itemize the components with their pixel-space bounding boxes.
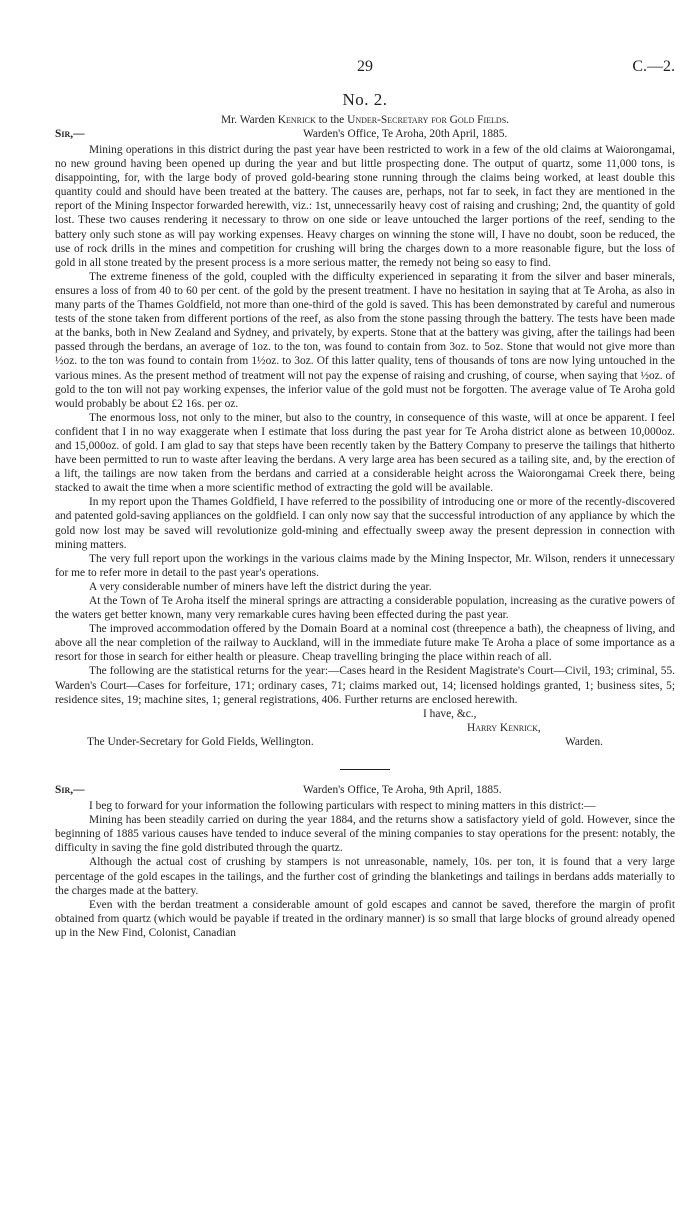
letter1-paragraph-1: Mining operations in this district during the past year have been restricted to work in a few of the old claims at Waiorongamai, no new ground having been opened up during the year and but little prospecting done. The output of quartz, some 11,000 tons, is disappointing, for, with the large body of proved gold-bearing stone running through the claims being worked, at least double this quantity could and should have been treated at the battery. The causes are, perhaps, not far to seek, in fact they are mentioned in the report of the Mining Inspector forwarded herewith, viz.: 1st, unnecessarily heavy cost of raising and crushing; 2nd, the quantity of gold lost. These two causes rendering it necessary to throw on one side or leave untouched the larger portions of the reef, sending to the battery only such stone as will pay working expenses. Heavy charges on winning the stone will, I have no doubt, soon be reduced, the use of rock drills in the mines and competition for crushing will bring the charges down to a more reasonable figure, but the loss of gold in all stone treated by the present process is a more serious matter, the remedy not being so easy to find. xyxy=(55,144,675,269)
letter1-closing-block xyxy=(55,707,675,749)
letter2-paragraph-2: Mining has been steadily carried on during the year 1884, and the returns show a satisfactory yield of gold. However, since the beginning of 1885 various causes have tended to induce several of the mining companies to stay operations for the present: notably, the difficulty in saving the fine gold distributed through the quartz. xyxy=(55,814,675,855)
heading-recipient: Under-Secretary for Gold Fields. xyxy=(347,114,509,126)
letter1-paragraph-4: In my report upon the Thames Goldfield, I have referred to the possibility of introducing one or more of the recently-discovered and patented gold-saving appliances on the goldfield. I can only now say that the successful introduction of any appliance by which the gold now lost may be saved will revolutionize gold-mining and effectually sweep away the present depression in connection with mining matters. xyxy=(55,496,675,551)
letter1-addressee: The Under-Secretary for Gold Fields, Wellington. xyxy=(87,735,314,748)
letter2-salutation-line xyxy=(55,784,675,799)
letter1-paragraph-2: The extreme fineness of the gold, coupled with the difficulty experienced in separating it from the silver and baser minerals, ensures a loss of from 40 to 60 per cent. of the gold by the present treatment. I have no hesitation in saying that at Te Aroha, as also in many parts of the Thames Goldfield, not more than one-third of the gold is saved. This has been demonstrated by careful and numerous tests of the stone taken from different portions of the reef, as also from the stone passing through the battery. The tests have been made at the banks, both in New Zealand and Sydney, and privately, by experts. Stone that at the battery was giving, after the tailings had been passed through the berdans, an average of 1oz. to the ton, was found to contain from 3oz. to 5oz. Stone that would not give more than ½oz. to the ton was found to contain from 1½oz. to 3oz. Of this latter quality, tens of thousands of tons are now lying untouched in the various mines. As the present method of treatment will not pay the expense of raising and crushing, of course, when saying that ½oz. of gold to the ton will not pay working expenses, the inferior value of the gold must not be forgotten. The average value of Te Aroha gold would probably be about £2 16s. per oz. xyxy=(55,270,675,410)
letter2-paragraph-3: Although the actual cost of crushing by stampers is not unreasonable, namely, 10s. per ton, it is found that a very large percentage of the gold escapes in the tailings, and the further cost of grinding the blanketings and tailings in berdans adds materially to the charges made at the battery. xyxy=(55,856,675,897)
letter-number: No. 2. xyxy=(342,90,388,109)
letter1-signature: Harry Kenrick, xyxy=(467,721,541,734)
letter2-paragraph-4: Even with the berdan treatment a considerable amount of gold escapes and cannot be saved, therefore the margin of profit obtained from quartz (which would be payable if treated in the ordinary manner) is so small that large blocks of ground already opened up in the New Find, Colonist, Canadian xyxy=(55,898,675,939)
letter1-paragraph-5: The very full report upon the workings in the various claims made by the Mining Inspector, Mr. Wilson, renders it unnecessary for me to refer more in detail to the past year's operations. xyxy=(55,552,675,579)
letter2-dateline: Warden's Office, Te Aroha, 9th April, 1885. xyxy=(303,784,502,797)
letter-heading xyxy=(55,114,675,126)
heading-middle: to the xyxy=(315,114,348,126)
document-code: C.—2. xyxy=(632,58,675,75)
letter2-salutation: Sir,— xyxy=(55,784,85,797)
letter2-body xyxy=(55,799,675,940)
heading-prefix: Mr. Warden xyxy=(220,114,278,126)
letter1-paragraph-8: The improved accommodation offered by the Domain Board at a nominal cost (threepence a bath), the cheapness of living, and above all the near completion of the railway to Auckland, will in the immediate future make Te Aroha a place of some importance as a resort for those in search for either health or pleasure. Cheap travelling bringing the place within reach of all. xyxy=(55,623,675,664)
heading-name: Kenrick xyxy=(277,114,316,126)
letter1-closing: I have, &c., xyxy=(423,707,477,720)
page-number: 29 xyxy=(357,58,373,75)
letter1-salutation: Sir,— xyxy=(55,128,85,140)
letter1-signatory-title: Warden. xyxy=(565,735,603,748)
addressee-row xyxy=(55,735,675,749)
document-page xyxy=(55,58,675,940)
section-divider xyxy=(340,769,390,770)
letter1-body xyxy=(55,143,675,707)
letter1-dateline: Warden's Office, Te Aroha, 20th April, 1885. xyxy=(303,128,508,140)
page-header xyxy=(55,58,675,82)
letter1-paragraph-6: A very considerable number of miners have left the district during the year. xyxy=(89,580,432,593)
letter1-paragraph-9: The following are the statistical returns for the year:—Cases heard in the Resident Magistrate's Court—Civil, 193; criminal, 55. Warden's Court—Cases for forfeiture, 171; ordinary cases, 71; claims marked out, 14; licensed holdings granted, 1; business sites, 5; residence sites, 19; machine sites, 1; general registrations, 406. Further returns are enclosed herewith. xyxy=(55,665,675,706)
signature-row xyxy=(55,721,675,735)
letter2-paragraph-1: I beg to forward for your information the following particulars with respect to mining matters in this district:— xyxy=(89,800,596,813)
letter1-paragraph-3: The enormous loss, not only to the miner, but also to the country, in consequence of this waste, will at once be apparent. I feel confident that I in no way exaggerate when I estimate that loss during the past year for Te Aroha district alone as between 10,000oz. and 15,000oz. of gold. I am glad to say that steps have been recently taken by the Battery Company to preserve the tailings that hitherto have been permitted to run to waste after leaving the berdans. A very large area has been secured as a tailing site, and, by the erection of a lift, the tailings are now taken from the berdans and carried at a considerable height across the Waiorongamai Creek there, being stacked to await the time when a more scientific method of extracting the gold will be available. xyxy=(55,411,675,495)
letter1-paragraph-7: At the Town of Te Aroha itself the mineral springs are attracting a considerable population, increasing as the curative powers of the waters get better known, many very remarkable cures having been effected during the past year. xyxy=(55,595,675,622)
letter1-salutation-line xyxy=(55,128,675,143)
